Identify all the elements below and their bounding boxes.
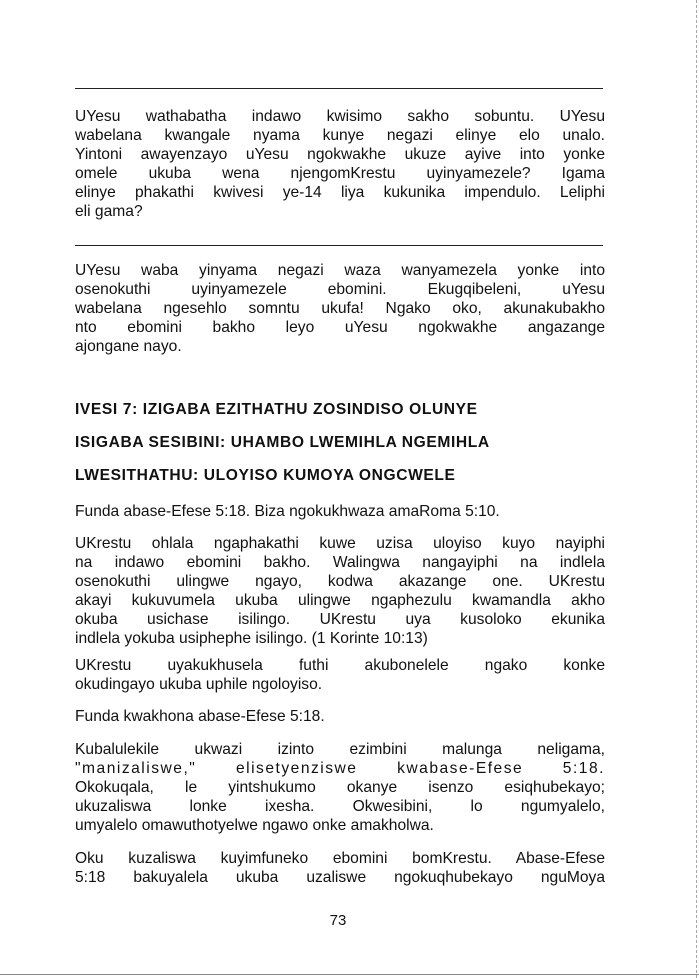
- text-line: "manizaliswe," elisetyenziswe kwabase-Efese 5:18.: [75, 760, 605, 777]
- scan-edge-right: [696, 0, 697, 978]
- scan-edge-bottom: [0, 974, 699, 975]
- text-line: 5:18 bakuyalela ukuba uzaliswe ngokuqhubekayo nguMoya: [75, 869, 605, 886]
- paragraph-6: [75, 707, 605, 726]
- text-line: indlela yokuba usiphephe isilingo. (1 Korinte 10:13): [75, 630, 428, 647]
- text-line: wabelana kwangale nyama kunye negazi elinye elo unalo.: [75, 127, 605, 144]
- text-line: UKrestu uyakukhusela futhi akubonelele ngako konke: [75, 657, 605, 674]
- heading-section-cont: LWESITHATHU: ULOYISO KUMOYA ONGCWELE: [75, 467, 456, 484]
- text-line: omele ukuba wena njengomKrestu uyinyamezele? Igama: [75, 165, 605, 182]
- text-line: ukuzaliswa lonke ixesha. Okwesibini, lo ngumyalelo,: [75, 798, 605, 815]
- text-line: akayi kukuvumela ukuba ulingwe ngaphezulu kwamandla akho: [75, 592, 605, 609]
- text-line: Funda abase-Efese 5:18. Biza ngokukhwaza amaRoma 5:10.: [75, 503, 500, 520]
- paragraph-5: [75, 656, 605, 694]
- paragraph-3: [75, 502, 605, 521]
- answer-line: [75, 88, 603, 89]
- text-line: osenokuthi ulingwe ngayo, kodwa akazange one. UKrestu: [75, 573, 605, 590]
- paragraph-7: [75, 740, 605, 835]
- page-number: 73: [329, 912, 347, 929]
- text-line: Oku kuzaliswa kuyimfuneko ebomini bomKrestu. Abase-Efese: [75, 850, 605, 867]
- paragraph-2: [75, 261, 605, 356]
- text-line: ajongane nayo.: [75, 338, 182, 355]
- text-line: Yintoni awayenzayo uYesu ngokwakhe ukuze ayive into yonke: [75, 146, 605, 163]
- heading-section: ISIGABA SESIBINI: UHAMBO LWEMIHLA NGEMIHLA: [75, 434, 490, 451]
- text-line: Funda kwakhona abase-Efese 5:18.: [75, 708, 325, 725]
- text-line: UYesu wathabatha indawo kwisimo sakho sobuntu. UYesu: [75, 108, 605, 125]
- paragraph-1: [75, 107, 605, 221]
- text-line: Okokuqala, le yintshukumo okanye isenzo esiqhubekayo;: [75, 779, 605, 796]
- text-line: okudingayo ukuba uphile ngoloyiso.: [75, 676, 323, 693]
- text-line: UKrestu ohlala ngaphakathi kuwe uzisa uloyiso kuyo nayiphi: [75, 535, 605, 552]
- paragraph-8: [75, 849, 605, 887]
- text-line: eli gama?: [75, 203, 143, 220]
- paragraph-4: [75, 534, 605, 648]
- text-line: okuba usichase isilingo. UKrestu uya kusoloko ekunika: [75, 611, 605, 628]
- text-line: umyalelo omawuthotyelwe ngawo onke amakholwa.: [75, 817, 434, 834]
- text-line: elinye phakathi kwivesi ye-14 liya kukunika impendulo. Leliphi: [75, 184, 605, 201]
- text-line: UYesu waba yinyama negazi waza wanyamezela yonke into: [75, 262, 605, 279]
- text-line: wabelana ngesehlo somntu ukufa! Ngako oko, akunakubakho: [75, 300, 605, 317]
- text-line: nto ebomini bakho leyo uYesu ngokwakhe angazange: [75, 319, 605, 336]
- text-line: na indawo ebomini bakho. Walingwa nangayiphi na indlela: [75, 554, 605, 571]
- text-line: osenokuthi uyinyamezele ebomini. Ekugqibeleni, uYesu: [75, 281, 605, 298]
- answer-line: [75, 245, 603, 246]
- text-line: Kubalulekile ukwazi izinto ezimbini malunga neligama,: [75, 741, 605, 758]
- heading-lesson: IVESI 7: IZIGABA EZITHATHU ZOSINDISO OLUNYE: [75, 401, 478, 418]
